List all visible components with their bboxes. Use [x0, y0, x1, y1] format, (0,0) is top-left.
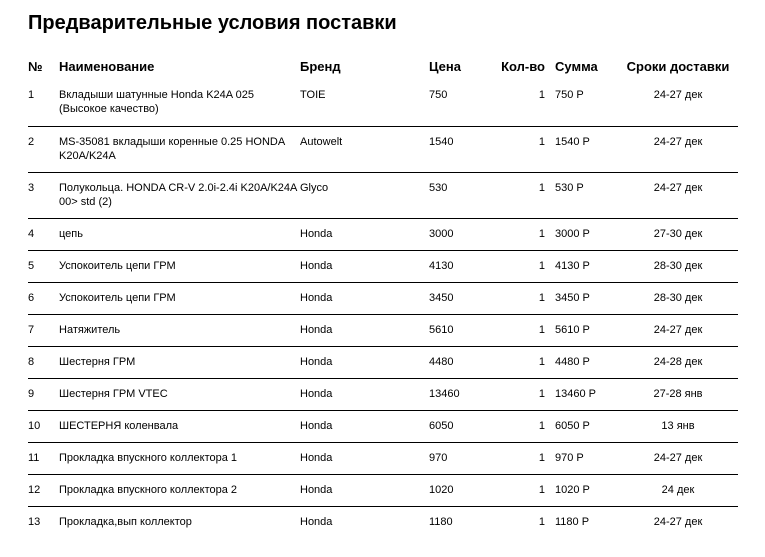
- cell-price: 1180: [429, 515, 453, 528]
- cell-delivery: 24-27 дек: [653, 135, 703, 148]
- cell-name: ШЕСТЕРНЯ коленвала: [59, 419, 179, 432]
- cell-sum: 3450 Р: [555, 291, 590, 304]
- table-row: [28, 80, 738, 126]
- cell-brand: TOIE: [300, 89, 326, 101]
- cell-brand: Honda: [300, 259, 333, 272]
- cell-qty: 1: [538, 451, 545, 464]
- table-row: [28, 126, 738, 172]
- cell-delivery: 24-28 дек: [653, 355, 703, 368]
- cell-qty: 1: [538, 515, 545, 528]
- cell-brand: Honda: [300, 419, 333, 432]
- cell-name: Успокоитель цепи ГРМ: [59, 291, 176, 304]
- cell-sum: 750 Р: [555, 89, 584, 101]
- cell-qty: 1: [538, 483, 545, 496]
- column-header-sum: Сумма: [555, 58, 598, 74]
- table-row: [28, 172, 738, 218]
- cell-brand: Honda: [300, 515, 333, 528]
- cell-brand: Honda: [300, 291, 333, 304]
- cell-num: 6: [28, 291, 35, 304]
- cell-num: 10: [28, 419, 41, 432]
- cell-sum: 13460 Р: [555, 387, 596, 400]
- cell-price: 6050: [429, 419, 454, 432]
- cell-name: Полукольца. HONDA CR-V 2.0i-2.4i K20A/K24A 00> std (2): [59, 181, 297, 208]
- table-row: [28, 250, 738, 282]
- cell-sum: 5610 Р: [555, 323, 590, 336]
- cell-price: 970: [429, 451, 448, 464]
- cell-num: 13: [28, 515, 41, 528]
- table-row: [28, 218, 738, 250]
- cell-sum: 970 Р: [555, 451, 584, 464]
- table-row: [28, 474, 738, 506]
- column-header-num: №: [28, 58, 43, 74]
- cell-num: 4: [28, 227, 35, 240]
- table-row: [28, 506, 738, 538]
- cell-delivery: 24-27 дек: [653, 181, 703, 194]
- cell-num: 5: [28, 259, 35, 272]
- cell-delivery: 27-30 дек: [653, 227, 703, 240]
- cell-sum: 6050 Р: [555, 419, 590, 432]
- cell-name: Прокладка впускного коллектора 1: [59, 451, 238, 464]
- table-header-row: [28, 52, 738, 80]
- cell-sum: 1180 Р: [555, 515, 590, 528]
- cell-name: цепь: [59, 227, 83, 240]
- cell-qty: 1: [538, 135, 545, 148]
- cell-brand: Honda: [300, 355, 333, 368]
- cell-delivery: 27-28 янв: [653, 387, 703, 400]
- cell-brand: Autowelt: [300, 135, 343, 148]
- cell-sum: 4480 Р: [555, 355, 590, 368]
- cell-qty: 1: [538, 89, 545, 101]
- column-header-qty: Кол-во: [501, 58, 545, 74]
- cell-delivery: 13 янв: [661, 419, 695, 432]
- cell-price: 3000: [429, 227, 454, 240]
- table-row: [28, 410, 738, 442]
- cell-sum: 3000 Р: [555, 227, 590, 240]
- cell-name: Шестерня ГРМ VTEC: [59, 387, 168, 400]
- cell-qty: 1: [538, 387, 545, 400]
- page-title: Предварительные условия поставки: [28, 12, 397, 34]
- cell-price: 4480: [429, 355, 454, 368]
- table-row: [28, 346, 738, 378]
- cell-delivery: 24-27 дек: [653, 451, 703, 464]
- column-header-price: Цена: [429, 58, 461, 74]
- cell-price: 3450: [429, 291, 454, 304]
- cell-name: Вкладыши шатунные Honda K24A 025 (Высокое качество): [59, 89, 254, 115]
- cell-price: 750: [429, 89, 448, 101]
- cell-sum: 4130 Р: [555, 259, 590, 272]
- cell-delivery: 24-27 дек: [653, 89, 703, 101]
- table-row: [28, 442, 738, 474]
- cell-name: Шестерня ГРМ: [59, 355, 136, 368]
- table-row: [28, 314, 738, 346]
- cell-sum: 1020 Р: [555, 483, 590, 496]
- cell-qty: 1: [538, 181, 545, 194]
- cell-price: 13460: [429, 387, 460, 400]
- table-body: [28, 80, 738, 538]
- cell-brand: Honda: [300, 323, 333, 336]
- cell-num: 1: [28, 89, 35, 101]
- cell-delivery: 24-27 дек: [653, 323, 703, 336]
- cell-qty: 1: [538, 355, 545, 368]
- cell-delivery: 24 дек: [661, 483, 695, 496]
- cell-num: 12: [28, 483, 41, 496]
- delivery-table: [28, 52, 738, 538]
- cell-num: 3: [28, 181, 35, 194]
- cell-price: 530: [429, 181, 448, 194]
- table-row: [28, 282, 738, 314]
- cell-delivery: 24-27 дек: [653, 515, 703, 528]
- cell-delivery: 28-30 дек: [653, 259, 703, 272]
- cell-sum: 1540 Р: [555, 135, 590, 148]
- cell-brand: Honda: [300, 483, 333, 496]
- cell-brand: Honda: [300, 227, 333, 240]
- cell-price: 1540: [429, 135, 454, 148]
- column-header-name: Наименование: [59, 58, 155, 74]
- cell-qty: 1: [538, 323, 545, 336]
- cell-sum: 530 Р: [555, 181, 584, 194]
- cell-num: 7: [28, 323, 35, 336]
- cell-qty: 1: [538, 419, 545, 432]
- cell-price: 4130: [429, 259, 454, 272]
- cell-name: Прокладка впускного коллектора 2: [59, 483, 238, 496]
- cell-name: Натяжитель: [59, 323, 121, 336]
- cell-price: 1020: [429, 483, 454, 496]
- cell-brand: Honda: [300, 451, 333, 464]
- cell-brand: Glyco: [300, 181, 329, 194]
- cell-num: 2: [28, 135, 35, 148]
- column-header-delivery: Сроки доставки: [626, 58, 730, 74]
- cell-num: 9: [28, 387, 35, 400]
- cell-name: Успокоитель цепи ГРМ: [59, 259, 176, 272]
- table-row: [28, 378, 738, 410]
- cell-num: 8: [28, 355, 35, 368]
- cell-name: MS-35081 вкладыши коренные 0.25 HONDA K20A/K24A: [59, 135, 285, 162]
- cell-brand: Honda: [300, 387, 333, 400]
- cell-delivery: 28-30 дек: [653, 291, 703, 304]
- cell-name: Прокладка,вып коллектор: [59, 515, 192, 528]
- cell-qty: 1: [538, 227, 545, 240]
- cell-price: 5610: [429, 323, 454, 336]
- cell-qty: 1: [538, 291, 545, 304]
- cell-num: 11: [28, 451, 40, 464]
- column-header-brand: Бренд: [300, 58, 341, 74]
- cell-qty: 1: [538, 259, 545, 272]
